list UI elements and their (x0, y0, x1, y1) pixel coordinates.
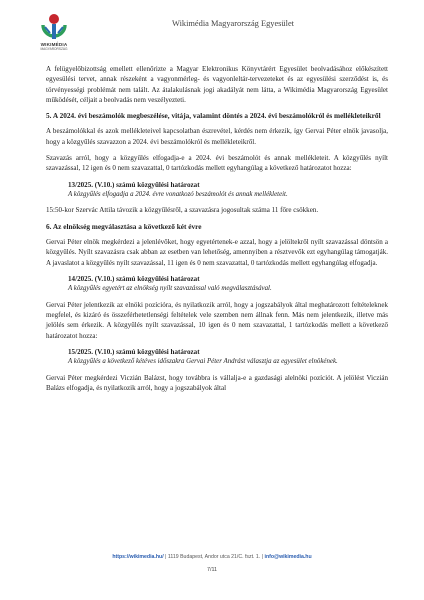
resolution-text: A közgyűlés elfogadja a 2024. évre vonatkozó beszámolót és annak mellékleteit. (68, 190, 288, 198)
resolution-13 (46, 180, 388, 200)
paragraph-open-vote: Gervai Péter elnök megkérdezi a jelenlévőket, hogy egyetértenek-e azzal, hogy a jelöltekről nyílt szavazással döntsön a közgyűlés. Nyílt szavazásra csak abban az esetben van lehetőség, amennyiben a résztvevők ezt egyhangúlag támogatják. A javaslatot a közgyűlés nyílt szavazással, 11 igen és 0 nem szavazattal, 0 tartózkodás mellett egyhangúlag elfogadja. (46, 238, 388, 267)
resolution-title: 13/2025. (V.10.) számú közgyűlési határozat (68, 180, 200, 189)
section-heading-6: 6. Az elnökség megválasztása a következő két évre (46, 221, 202, 231)
resolution-text: A közgyűlés egyetért az elnökség nyílt szavazással való megválasztásával. (68, 284, 272, 292)
logo-text: WIKIMÉDIA (40, 42, 68, 47)
page-footer (0, 554, 424, 560)
section-heading-5: 5. A 2024. évi beszámolók megbeszélése, vitája, valamint döntés a 2024. évi beszámolókról és mellékleteikről (46, 111, 381, 121)
page-number: 7/11 (206, 567, 218, 573)
resolution-14 (46, 274, 388, 294)
paragraph-reports-discussion: A beszámolókkal és azok mellékleteivel kapcsolatban észrevétel, kérdés nem érkezik, így Gervai Péter elnök javasolja, hogy a közgyűlés szavazzon a 2024. évi beszámolókról és mellékleteikről. (46, 127, 388, 146)
paragraph-supervisory-board: A felügyelőbizottság emellett ellenőrizte a Magyar Elektronikus Könyvtárért Egyesület beolvadásához előkészített egyesülési tervet, annak részeként a vagyonmérleg- és vagyonleltár-tervezeteket és az egyesülési szerződést is, és törvényességi problémát nem talált. Az átalakulásnak jogi akadályát nem látta, a Wikimédia Magyarország Egyesület működését, céljait a beolvadás nem veszélyezteti. (46, 65, 388, 104)
email-link[interactable]: info@wikimedia.hu (264, 554, 312, 560)
resolution-text: A közgyűlés a következő kétéves időszakra Gervai Péter Andrást választja az egyesület elnökének. (68, 357, 338, 365)
logo-subtext: MAGYARORSZÁG (40, 47, 68, 51)
footer-address: | 1119 Budapest, Andor utca 21/C. fszt. 1. | (163, 554, 265, 560)
paragraph-departure: 15:50-kor Szervác Attila távozik a közgyűlésről, a szavazásra jogosultak száma 11 főre csökken. (46, 206, 319, 215)
header-title: Wikimédia Magyarország Egyesület (172, 19, 294, 28)
paragraph-vice-president: Gervai Péter megkérdezi Viczián Balázst, hogy továbbra is vállalja-e a gazdasági alelnöki pozíciót. A jelölést Viczián Balázs elfogadja, és nyilatkozik arról, hogy a jogszabályok által (46, 373, 388, 393)
document-body (46, 64, 388, 399)
website-link[interactable]: https://wikimedia.hu/ (112, 554, 164, 560)
resolution-title: 14/2025. (V.10.) számú közgyűlési határozat (68, 274, 200, 283)
resolution-15 (46, 347, 388, 367)
paragraph-reports-vote: Szavazás arról, hogy a közgyűlés elfogadja-e a 2024. évi beszámolót és annak mellékleteit. A közgyűlés nyílt szavazással, 12 igen és 0 nem szavazattal, 0 tartózkodás mellett egyhangúlag a következő határozatot hozza: (46, 154, 388, 173)
page-header (28, 8, 398, 56)
resolution-title: 15/2025. (V.10.) számú közgyűlési határozat (68, 347, 200, 356)
paragraph-president-candidacy: Gervai Péter jelentkezik az elnöki pozícióra, és nyilatkozik arról, hogy a jogszabályok által meghatározott feltételeknek megfelel, és kizáró és összeférhetetlenségi feltételek vele szemben nem állnak fenn. Más nem jelentkezik, illetve más jelölés sem érkezik. A közgyűlés nyílt szavazással, 10 igen és 0 nem szavazattal, 1 tartózkodás mellett a következő határozatot hozza: (46, 300, 388, 340)
